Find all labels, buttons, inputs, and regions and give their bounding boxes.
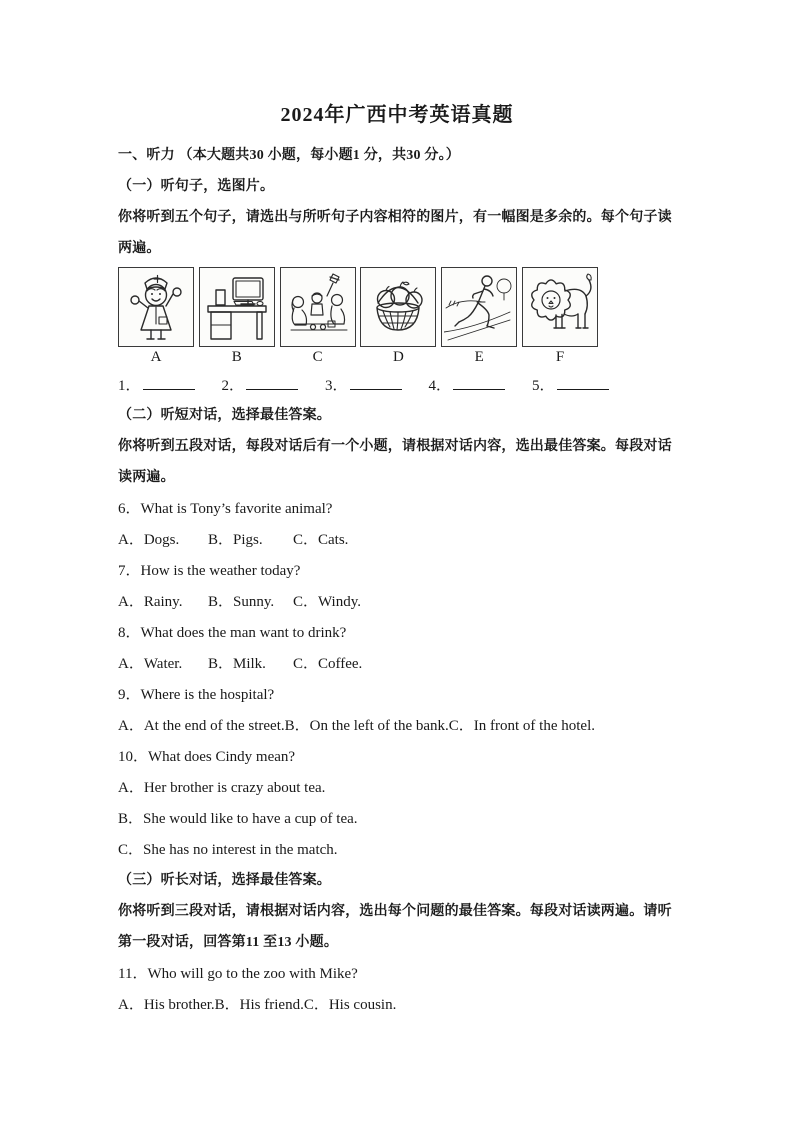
question-9-options xyxy=(118,718,676,734)
answer-blanks-row xyxy=(118,377,676,393)
picture-label-d: D xyxy=(392,349,404,365)
question-10-option-b: B．She would like to have a cup of tea. xyxy=(118,811,358,827)
option-b: B．Sunny. xyxy=(208,594,275,610)
picture-option-b xyxy=(199,267,275,365)
picture-label-f: F xyxy=(555,349,565,365)
blank-number: 2． xyxy=(221,378,245,394)
option-a: A．Dogs. xyxy=(118,532,180,548)
blank-write-line xyxy=(350,377,402,390)
question-7-text: 7．How is the weather today? xyxy=(118,563,301,579)
blank-number: 5． xyxy=(532,378,555,394)
blank-number: 4． xyxy=(428,378,452,394)
running-man-icon xyxy=(441,267,517,347)
option-c: C．In front of the hotel. xyxy=(448,718,595,734)
part-one-instruction-line-1: 你将听到五个句子，请选出与所听句子内容相符的图片，有一幅图是多余的。每个句子读 xyxy=(118,210,672,225)
question-10-option-a: A．Her brother is crazy about tea. xyxy=(118,780,326,796)
blank-number: 3． xyxy=(325,378,348,394)
part-one-heading: （一）听句子，选图片。 xyxy=(118,179,275,194)
picture-option-d xyxy=(360,267,436,365)
option-a: A．At the end of the street. xyxy=(118,718,285,734)
part-three-instruction-line-2: 第一段对话，回答第11 至13 小题。 xyxy=(118,935,339,950)
section-listening-heading: 一、听力 （本大题共30 小题，每小题1 分，共30 分。） xyxy=(118,148,460,163)
picture-label-b: B xyxy=(231,349,242,365)
question-11-text: 11．Who will go to the zoo with Mike? xyxy=(118,966,358,982)
picture-option-a xyxy=(118,267,194,365)
answer-blank-1 xyxy=(118,377,222,394)
option-c: C．Windy. xyxy=(293,594,362,610)
option-a: A．His brother. xyxy=(118,997,215,1013)
part-two-instruction-line-2: 读两遍。 xyxy=(118,470,175,485)
family-picnic-icon xyxy=(280,267,356,347)
page-title: 2024年广西中考英语真题 xyxy=(280,104,514,126)
option-b: B．His friend. xyxy=(214,997,304,1013)
answer-blank-4 xyxy=(429,377,533,394)
question-8-options xyxy=(118,656,676,672)
part-three-instruction-line-1: 你将听到三段对话，请根据对话内容，选出每个问题的最佳答案。每段对话读两遍。请听 xyxy=(118,904,672,919)
picture-option-f xyxy=(522,267,598,365)
option-c: C．Cats. xyxy=(293,532,349,548)
picture-label-a: A xyxy=(150,349,162,365)
blank-write-line xyxy=(453,377,505,390)
question-7-options xyxy=(118,594,676,610)
picture-label-c: C xyxy=(312,349,323,365)
option-a: A．Water. xyxy=(118,656,183,672)
blank-number: 1． xyxy=(118,378,141,394)
question-10-option-c: C．She has no interest in the match. xyxy=(118,842,338,858)
question-6-options xyxy=(118,532,676,548)
option-c: C．His cousin. xyxy=(303,997,397,1013)
answer-blank-3 xyxy=(325,377,429,394)
picture-option-c xyxy=(280,267,356,365)
part-three-heading: （三）听长对话，选择最佳答案。 xyxy=(118,873,331,888)
option-b: B．Milk. xyxy=(208,656,266,672)
lion-icon xyxy=(522,267,598,347)
question-6-text: 6．What is Tony’s favorite animal? xyxy=(118,501,333,517)
blank-write-line xyxy=(557,377,609,390)
option-b: B．Pigs. xyxy=(208,532,263,548)
option-b: B．On the left of the bank. xyxy=(284,718,449,734)
nurse-icon xyxy=(118,267,194,347)
question-8-text: 8．What does the man want to drink? xyxy=(118,625,347,641)
part-two-heading: （二）听短对话，选择最佳答案。 xyxy=(118,408,331,423)
question-9-text: 9．Where is the hospital? xyxy=(118,687,275,703)
answer-blank-5 xyxy=(532,377,609,394)
option-a: A．Rainy. xyxy=(118,594,183,610)
computer-desk-icon xyxy=(199,267,275,347)
answer-blank-2 xyxy=(222,377,326,394)
picture-label-e: E xyxy=(474,349,484,365)
part-one-instruction-line-2: 两遍。 xyxy=(118,241,161,256)
picture-option-e xyxy=(441,267,517,365)
question-10-text: 10．What does Cindy mean? xyxy=(118,749,296,765)
blank-write-line xyxy=(246,377,298,390)
option-c: C．Coffee. xyxy=(293,656,363,672)
question-11-options xyxy=(118,997,676,1013)
part-two-instruction-line-1: 你将听到五段对话，每段对话后有一个小题，请根据对话内容，选出最佳答案。每段对话 xyxy=(118,439,672,454)
basket-of-apples-icon xyxy=(360,267,436,347)
blank-write-line xyxy=(143,377,195,390)
picture-options-strip xyxy=(118,267,676,365)
